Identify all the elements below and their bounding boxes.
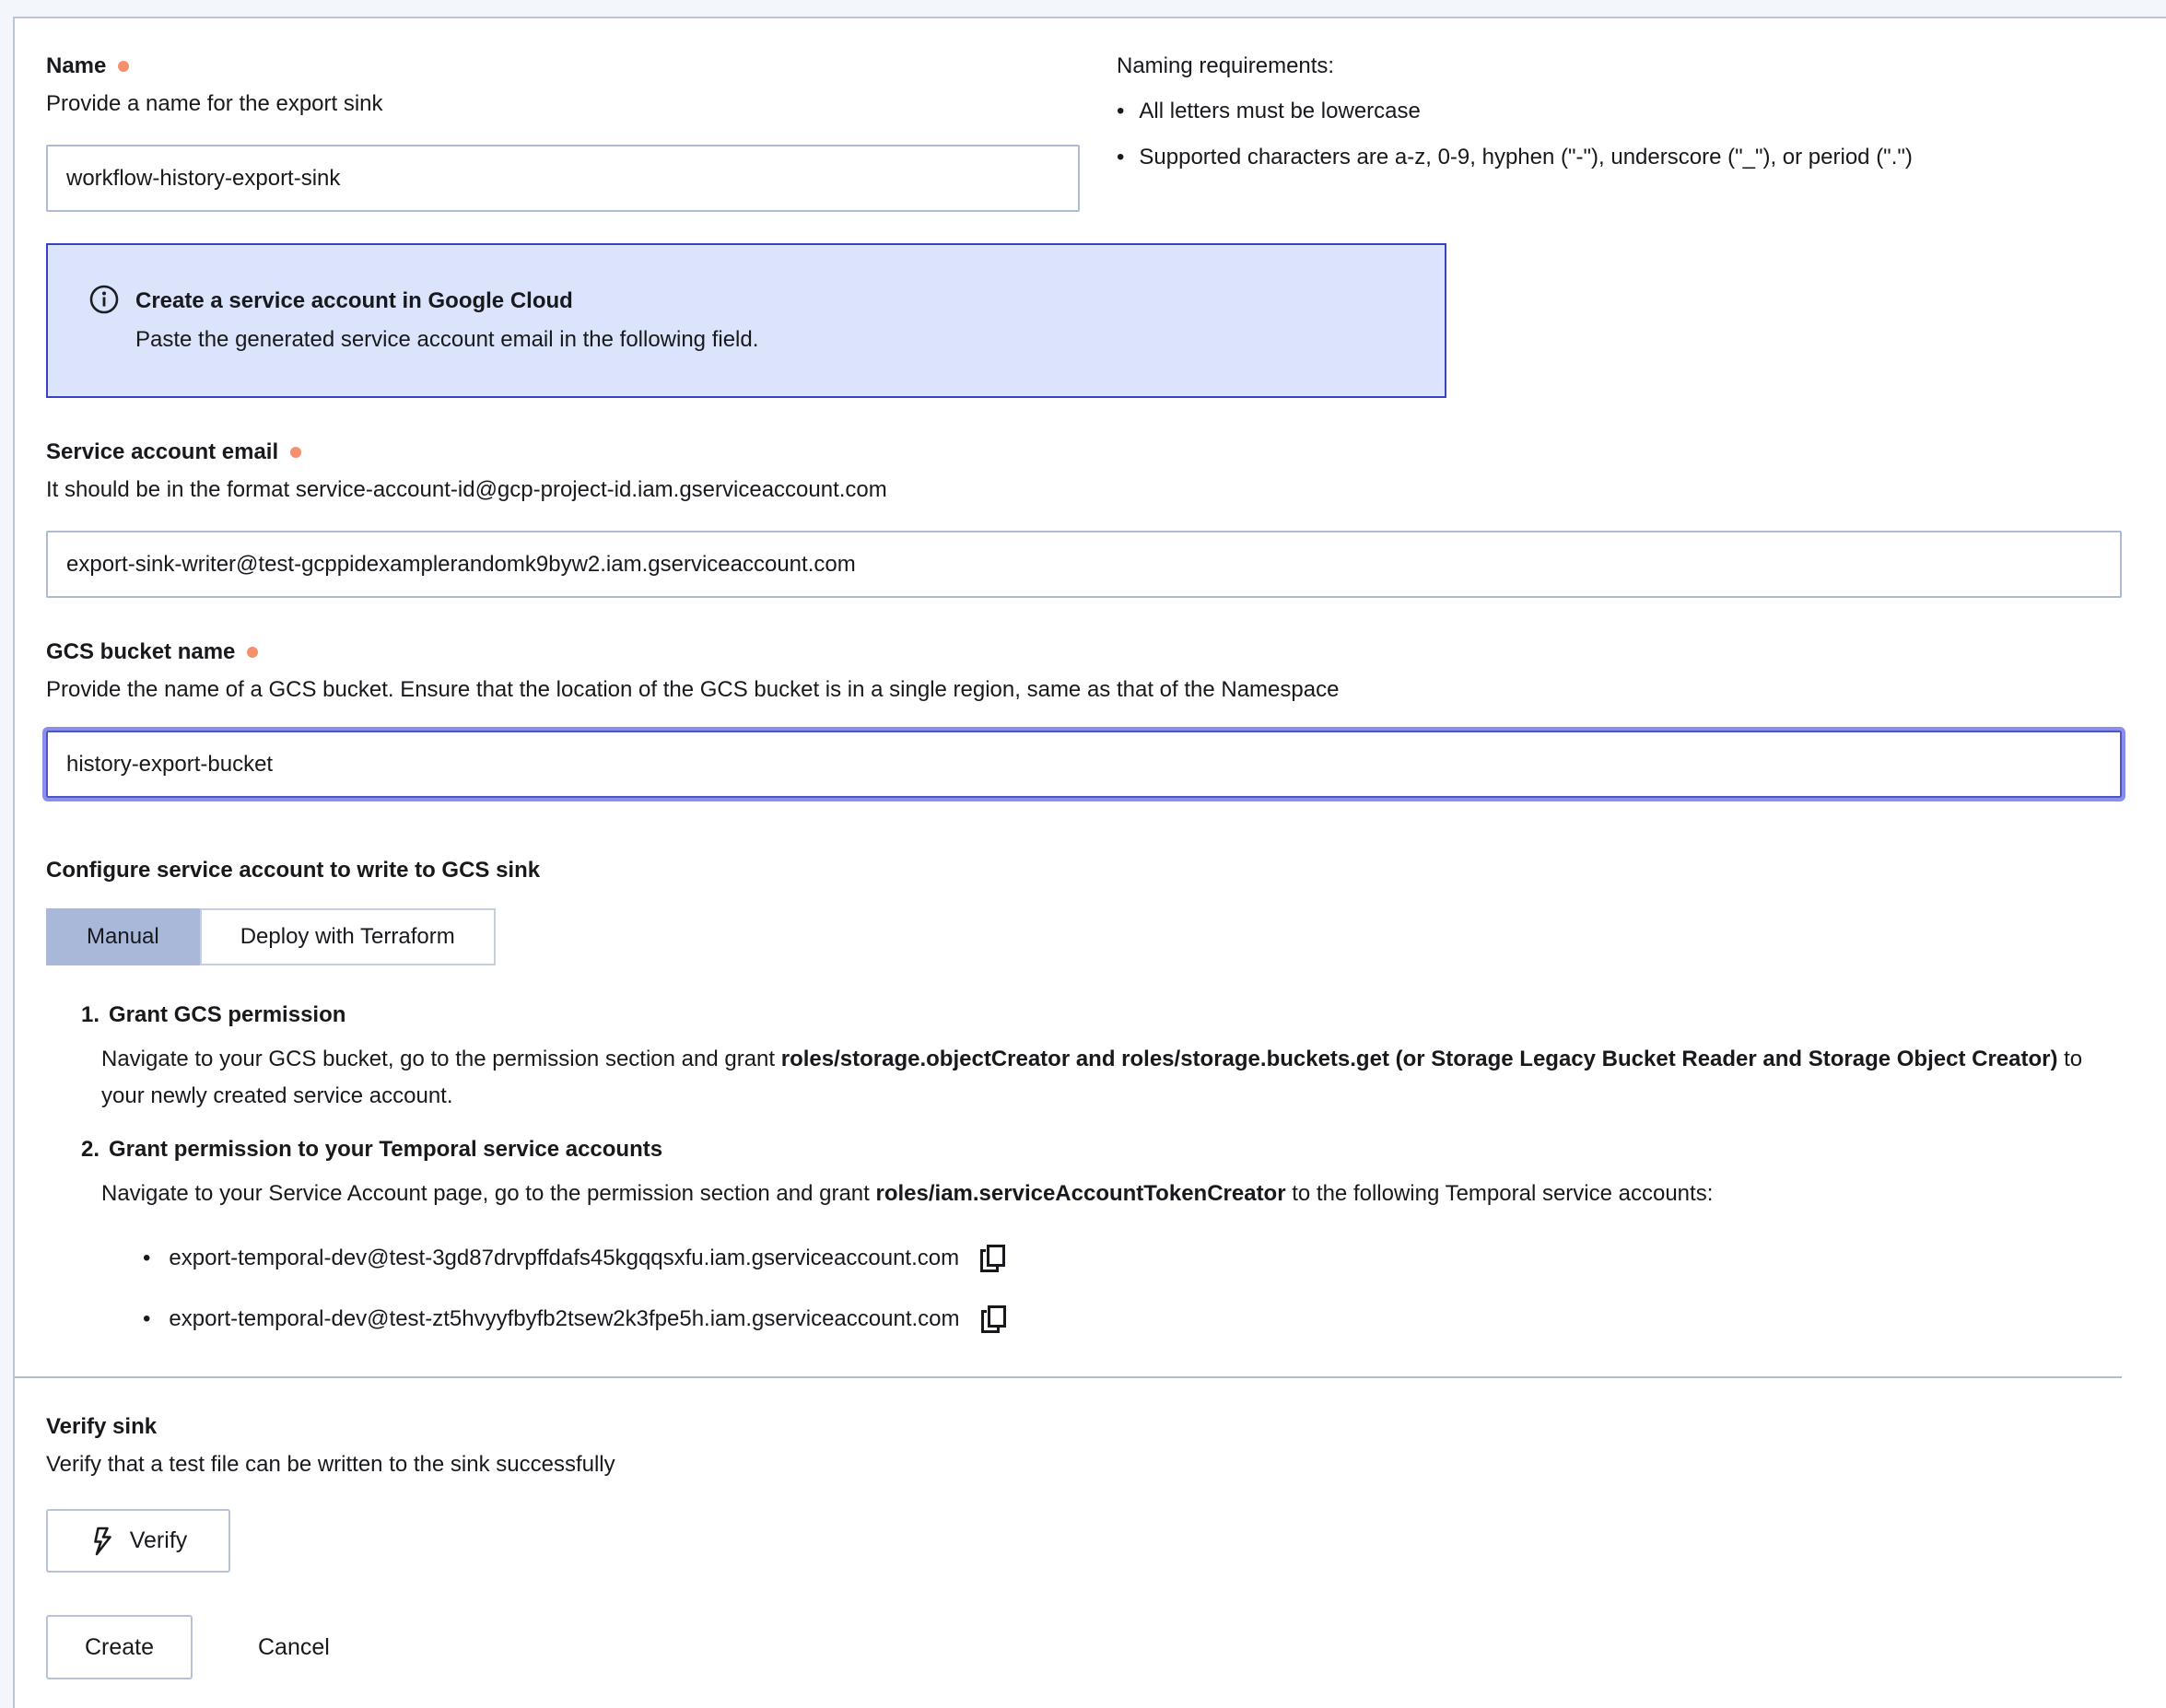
gcs-bucket-help: Provide the name of a GCS bucket. Ensure that the location of the GCS bucket is in a single region, same as that of the Namespace <box>46 677 1340 702</box>
info-banner-title: Create a service account in Google Cloud <box>135 288 573 313</box>
service-account-email-label-row <box>46 439 2122 466</box>
service-account-item <box>143 1244 2122 1273</box>
verify-sink-help: Verify that a test file can be written to the sink successfully <box>46 1452 615 1477</box>
step-grant-gcs-permission <box>46 1000 2122 1115</box>
required-dot <box>290 447 301 458</box>
service-account-item <box>143 1304 2122 1334</box>
service-account-email: export-temporal-dev@test-3gd87drvpffdafs45kgqqsxfu.iam.gserviceaccount.com <box>169 1246 960 1270</box>
service-account-email-label: Service account email <box>46 439 279 464</box>
verify-button[interactable] <box>46 1509 230 1573</box>
required-dot <box>118 61 129 72</box>
name-label-row <box>46 53 1080 80</box>
service-account-email-help: It should be in the format service-account-id@gcp-project-id.iam.gserviceaccount.com <box>46 477 887 502</box>
bullet-icon: • <box>143 1306 151 1331</box>
naming-requirement-item <box>1117 95 2122 128</box>
name-and-requirements-row <box>46 53 2122 212</box>
copy-icon[interactable] <box>978 1304 1008 1334</box>
gcs-bucket-label-row <box>46 638 2122 666</box>
manual-instructions <box>46 1000 2122 1334</box>
lightning-bolt-icon <box>89 1526 115 1557</box>
export-sink-form-panel <box>13 17 2166 1708</box>
gcs-bucket-name-input[interactable] <box>46 731 2122 798</box>
tab-manual[interactable]: Manual <box>46 908 200 965</box>
copy-icon[interactable] <box>978 1244 1007 1273</box>
name-help-text: Provide a name for the export sink <box>46 91 383 116</box>
naming-requirement-text: All letters must be lowercase <box>1139 99 1421 123</box>
gcs-bucket-field <box>46 638 2122 798</box>
naming-requirements <box>1117 53 2122 174</box>
naming-requirement-text: Supported characters are a-z, 0-9, hyphen ("-"), underscore ("_"), or period (".") <box>1139 145 1913 170</box>
step-title: Grant permission to your Temporal service accounts <box>109 1137 663 1162</box>
info-banner-body: Paste the generated service account email in the following field. <box>135 327 759 352</box>
verify-sink-section <box>46 1413 2122 1573</box>
form-actions <box>46 1615 2122 1679</box>
service-account-email-field <box>46 439 2122 598</box>
temporal-service-account-list <box>143 1244 2122 1334</box>
sink-name-input[interactable] <box>46 145 1080 212</box>
bullet-icon: • <box>1117 145 1125 170</box>
name-label: Name <box>46 53 107 78</box>
required-dot <box>247 647 258 658</box>
service-account-email: export-temporal-dev@test-zt5hvyyfbyfb2tsew2k3fpe5h.iam.gserviceaccount.com <box>169 1306 960 1331</box>
tab-deploy-with-terraform[interactable]: Deploy with Terraform <box>200 908 496 965</box>
create-button[interactable]: Create <box>46 1615 193 1679</box>
naming-requirements-title: Naming requirements: <box>1117 53 1335 78</box>
section-divider <box>13 1376 2122 1378</box>
step-number: 2. <box>81 1137 100 1162</box>
cancel-button[interactable]: Cancel <box>258 1633 330 1660</box>
configure-tabs <box>46 908 496 965</box>
step-grant-temporal-permission <box>46 1135 2122 1212</box>
naming-requirement-item <box>1117 141 2122 174</box>
bullet-icon: • <box>143 1246 151 1270</box>
service-account-email-input[interactable] <box>46 531 2122 598</box>
step-title: Grant GCS permission <box>109 1002 346 1027</box>
bullet-icon: • <box>1117 99 1125 123</box>
service-account-info-banner <box>46 243 1446 398</box>
verify-sink-heading: Verify sink <box>46 1414 158 1439</box>
step-number: 1. <box>81 1002 100 1027</box>
step-body: Navigate to your GCS bucket, go to the permission section and grant roles/storage.objectCreator and roles/storage.buckets.get (or Storage Legacy Bucket Reader and Storage Object Creator) to your newly created service account. <box>101 1047 2083 1108</box>
configure-heading: Configure service account to write to GCS sink <box>46 858 541 883</box>
gcs-bucket-label: GCS bucket name <box>46 639 236 664</box>
info-circle-icon <box>88 284 120 315</box>
step-body: Navigate to your Service Account page, go to the permission section and grant roles/iam.serviceAccountTokenCreator to the following Temporal service accounts: <box>101 1181 1714 1206</box>
verify-button-label: Verify <box>129 1527 188 1553</box>
